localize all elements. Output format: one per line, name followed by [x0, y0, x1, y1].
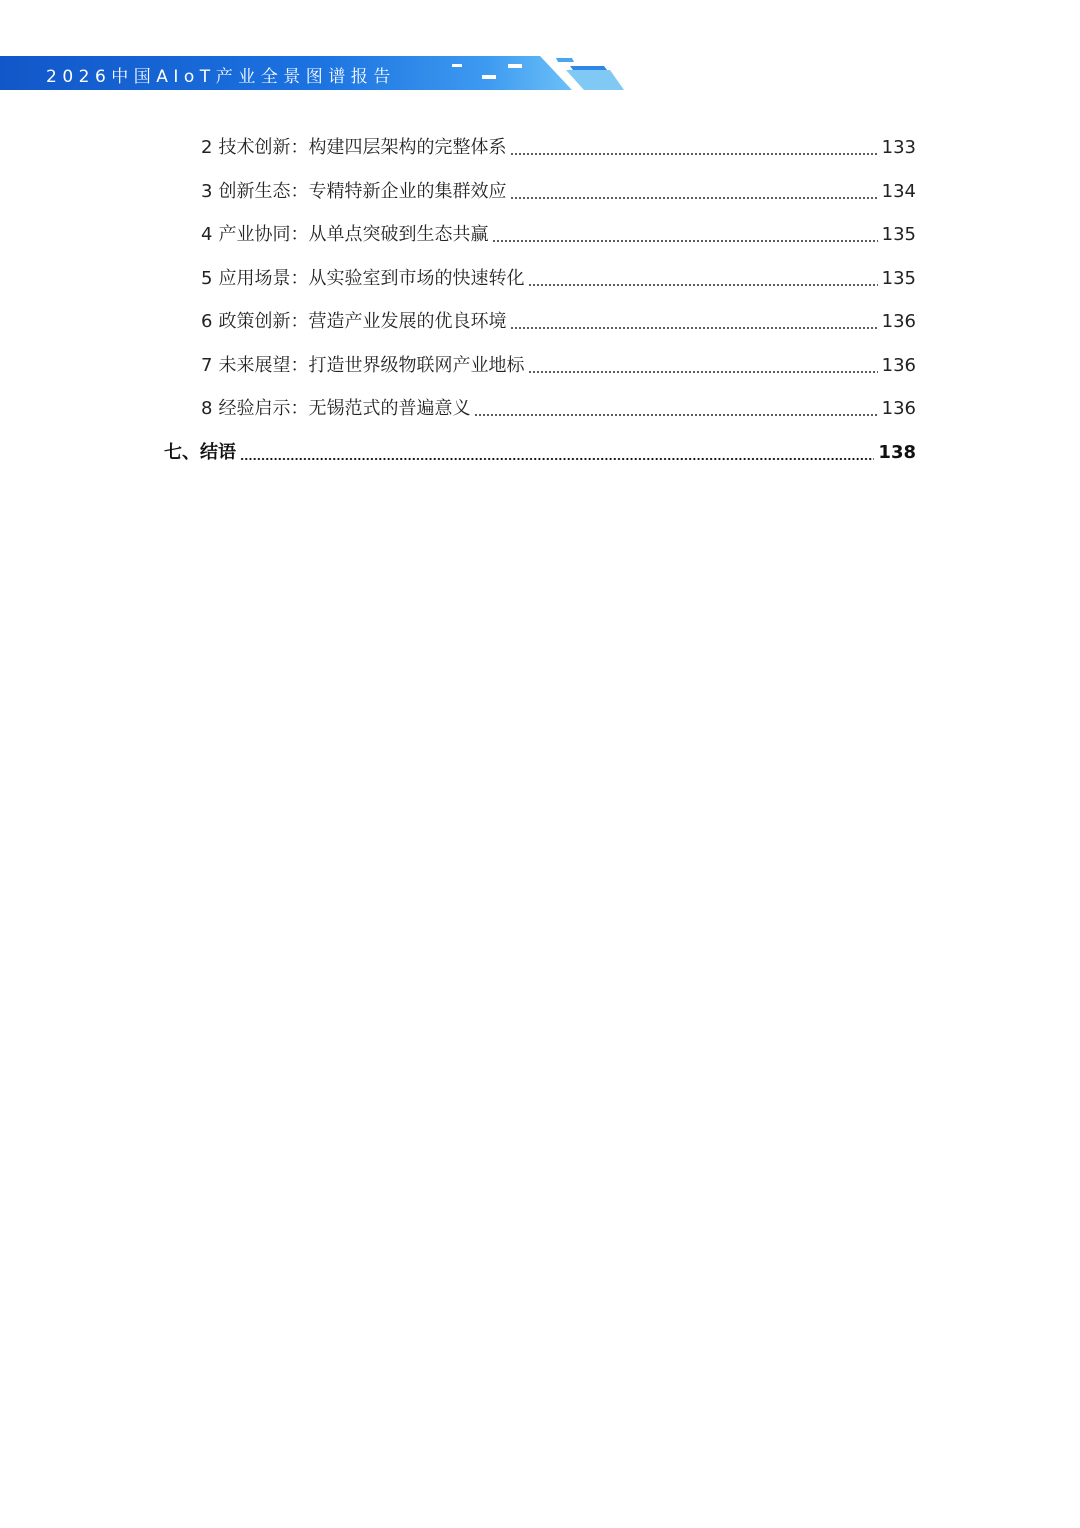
toc-dot-leader — [510, 197, 877, 199]
toc-entry-title: 产业协同：从单点突破到生态共赢 — [218, 224, 489, 245]
toc-dot-leader — [510, 153, 877, 155]
toc-entry-title: 应用场景：从实验室到市场的快速转化 — [218, 268, 525, 289]
toc-entry-number: 5 — [201, 268, 213, 289]
toc-entry-number: 4 — [201, 224, 213, 245]
toc-section-page: 138 — [878, 442, 916, 463]
toc-entry[interactable] — [201, 220, 916, 250]
toc-dot-leader — [492, 240, 877, 242]
toc-entry-number: 7 — [201, 355, 213, 376]
toc-entry-title: 未来展望：打造世界级物联网产业地标 — [218, 355, 525, 376]
toc-entry-page: 136 — [881, 355, 916, 376]
toc-entry-number: 2 — [201, 137, 213, 158]
toc-entry[interactable] — [201, 307, 916, 337]
toc-section-title: 七、结语 — [164, 442, 236, 463]
toc-dot-leader — [240, 458, 874, 460]
toc-entry-page: 136 — [881, 398, 916, 419]
toc-entry-page: 134 — [881, 181, 916, 202]
toc-entry[interactable] — [201, 177, 916, 207]
toc-dot-leader — [474, 414, 877, 416]
toc-entry[interactable] — [201, 394, 916, 424]
toc-entry[interactable] — [201, 351, 916, 381]
toc-entry-number: 3 — [201, 181, 213, 202]
toc-entry-page: 136 — [881, 311, 916, 332]
toc-entry-title: 经验启示：无锡范式的普遍意义 — [218, 398, 471, 419]
report-title: 2026中国AIoT产业全景图谱报告 — [46, 67, 396, 87]
toc-entry-number: 6 — [201, 311, 213, 332]
toc-dot-leader — [510, 327, 877, 329]
toc-entry[interactable] — [201, 264, 916, 294]
toc-section-entry[interactable] — [164, 438, 916, 468]
toc-entry-number: 8 — [201, 398, 213, 419]
toc-dot-leader — [528, 284, 877, 286]
toc-entry-page: 135 — [881, 224, 916, 245]
toc-entry-title: 技术创新：构建四层架构的完整体系 — [218, 137, 507, 158]
toc-entry-page: 133 — [881, 137, 916, 158]
toc-entry-page: 135 — [881, 268, 916, 289]
toc-entry-title: 政策创新：营造产业发展的优良环境 — [218, 311, 507, 332]
toc-entry-title: 创新生态：专精特新企业的集群效应 — [218, 181, 507, 202]
toc-dot-leader — [528, 371, 877, 373]
toc-entry[interactable] — [201, 133, 916, 163]
